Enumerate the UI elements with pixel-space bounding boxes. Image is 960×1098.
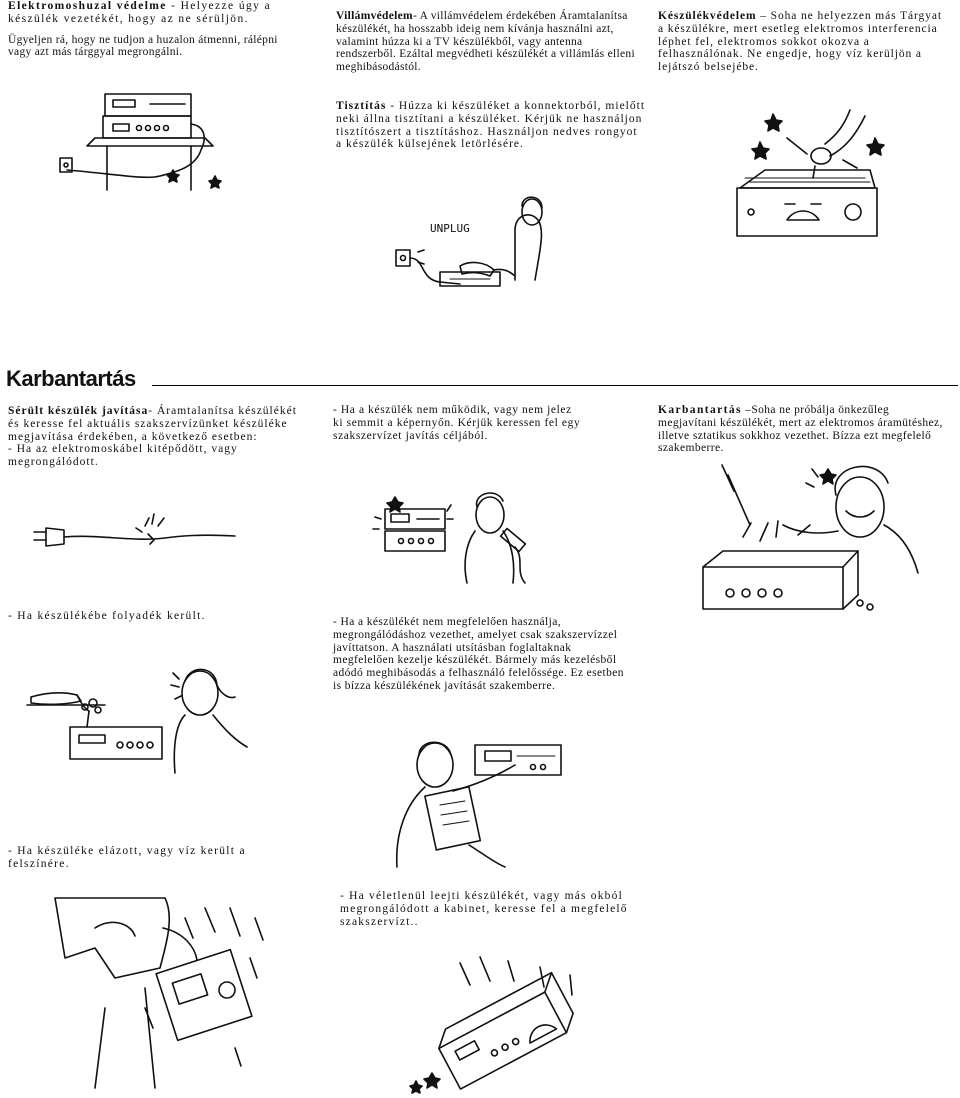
unplug-cleaning-illustration <box>390 180 560 300</box>
cleaning-block <box>336 100 646 151</box>
section-heading-rule <box>152 385 958 386</box>
objects-on-device-illustration <box>725 108 895 243</box>
damaged-device-repair-title: Sérült készülék javítása <box>8 405 149 417</box>
device-protection-block <box>658 10 948 74</box>
maintenance-block <box>658 404 950 455</box>
maintenance-title: Karbantartás <box>658 404 742 416</box>
unplug-label: UNPLUG <box>430 222 470 235</box>
device-not-working-illustration <box>365 475 545 585</box>
maintenance-text: –Soha ne próbálja önkezűleg megjavítani készülékét, mert az elektromos áramütéshez, illetve sztatikus sokkhoz vezethet. Bízza ezt megfelelő szakemberre. <box>658 404 943 455</box>
device-protection-title: Készülékvédelem <box>658 10 757 22</box>
dropped-device-text: - Ha véletlenül leejti készülékét, vagy más okból megrongálódott a kabinet, keresse fel a megfelelő szakszervízt.. <box>340 890 628 928</box>
cleaning-text: - Húzza ki készüléket a konnektorból, mielőtt neki állna tisztítani a készüléket. Kérjük ne használjon tisztítószert a tisztításhoz. Használjon nedves rongyot a készülék külsejének letörlésére. <box>336 100 646 151</box>
damaged-cable-text: - Ha az elektromoskábel kitépődött, vagy megrongálódott. <box>8 443 238 469</box>
wet-device-illustration <box>35 888 265 1093</box>
improper-use-text: - Ha a készülékét nem megfelelően használja, megrongálódáshoz vezethet, amelyet csak szakszervízzel javíttatson. A használati utsításban foglaltaknak megfelelően kezelje készülékét. Bármely más kezelésből adódó meghibásodás a felhasználó felelőssége. Ez esetben is bízza készülékének javítását szakemberre. <box>333 616 624 692</box>
damaged-device-repair-text: - Áramtalanítsa készülékét és keresse fel aktuális szakszervízünket készüléke megjavítása érdekében, a következő esetben: <box>8 405 297 443</box>
dropped-device-illustration <box>410 955 590 1095</box>
water-damage-text: - Ha készüléke elázott, vagy víz került a felszínére. <box>8 845 246 870</box>
stereo-on-table-illustration <box>55 90 235 195</box>
cord-protection-title: Elektromoshuzal védelme <box>8 0 167 12</box>
improper-use-illustration <box>385 735 575 870</box>
cord-protection-text-2: Ügyeljen rá, hogy ne tudjon a huzalon átmenni, rálépni vagy azt más tárggyal megrongálni. <box>8 33 278 59</box>
cord-protection-block <box>8 0 298 59</box>
lightning-protection-block <box>336 10 636 74</box>
liquid-spill-illustration <box>25 655 260 775</box>
device-not-working-text: - Ha a készülék nem működik, vagy nem jelez ki semmit a képernyőn. Kérjük keressen fel egy szakszervízet javítás céljából. <box>333 404 581 442</box>
section-heading: Karbantartás <box>6 366 136 391</box>
cord-protection-text-1: - Helyezze úgy a készülék vezetékét, hogy az ne sérüljön. <box>8 0 272 25</box>
shock-hazard-illustration <box>688 455 938 620</box>
device-protection-text: – Soha ne helyezzen más Tárgyat a készülékre, mert esetleg elektromos interferencia léphet fel, elektromos sokkot okozva a felhasználónak. Ne engedje, hogy víz kerüljön a lejátszó belsejébe. <box>658 10 942 74</box>
liquid-spill-text: - Ha készülékébe folyadék került. <box>8 610 206 622</box>
lightning-protection-text: - A villámvédelem érdekében Áramtalanítsa készülékét, ha hosszabb ideig nem kívánja használni azt, valamint húzza ki a TV készülékből, vagy antenna rendszerből. Ezáltal megvédheti készülékét a villámlás elleni meghibásodástól. <box>336 10 635 74</box>
damaged-device-repair-block <box>8 405 298 469</box>
damaged-cable-illustration <box>30 512 240 557</box>
lightning-protection-title: Villámvédelem <box>336 10 413 22</box>
cleaning-title: Tisztítás <box>336 100 387 112</box>
